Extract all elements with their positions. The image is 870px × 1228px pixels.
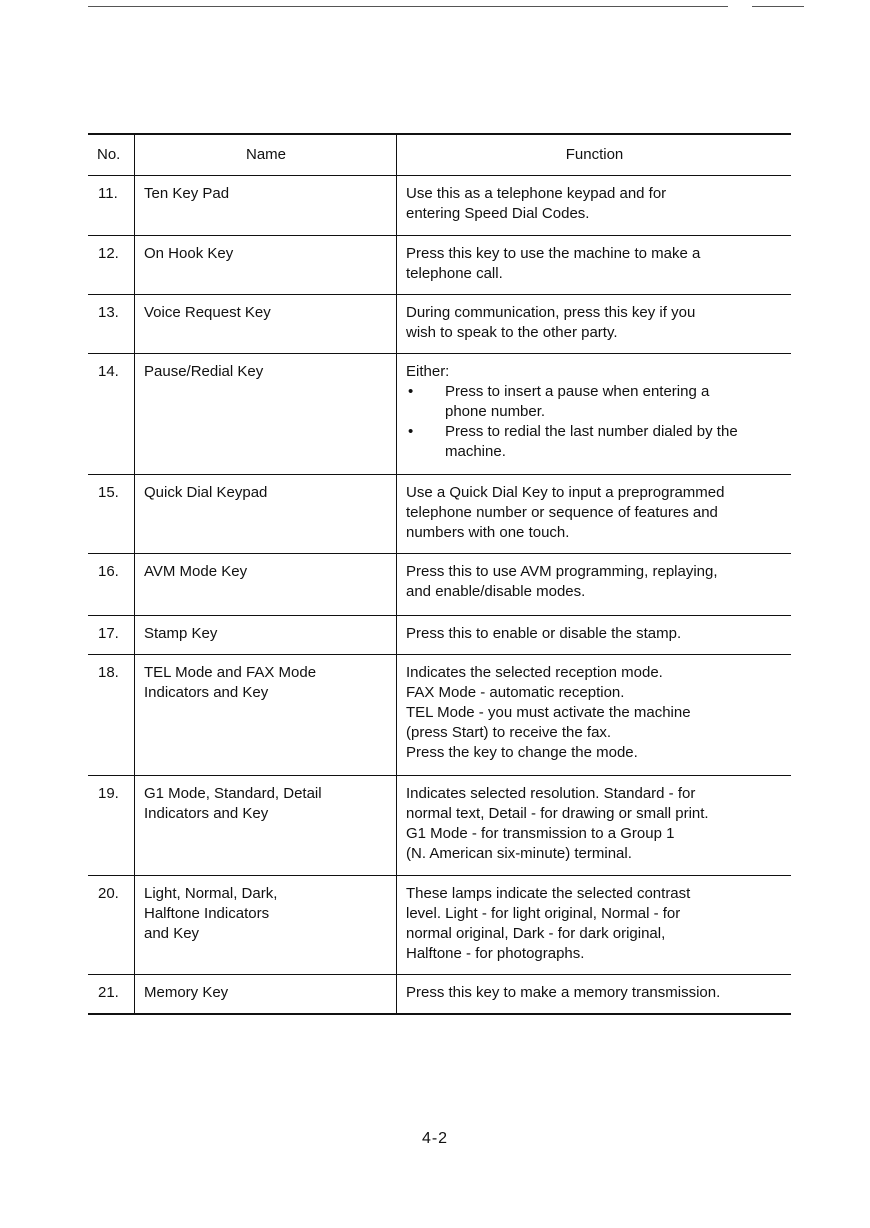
function-line: telephone number or sequence of features and <box>406 504 718 521</box>
function-line: Use a Quick Dial Key to input a preprogrammed <box>406 484 725 501</box>
row-number: 11. <box>88 176 135 235</box>
name-line: Quick Dial Keypad <box>144 484 268 501</box>
bullet-icon: • <box>408 423 414 440</box>
function-line: wish to speak to the other party. <box>406 324 618 341</box>
row-function <box>397 975 791 1013</box>
function-line: Use this as a telephone keypad and for <box>406 185 667 202</box>
row-number: 17. <box>88 616 135 654</box>
row-function <box>397 776 791 875</box>
table-row <box>88 615 791 654</box>
function-line: normal original, Dark - for dark original, <box>406 925 666 942</box>
top-rule <box>88 6 728 7</box>
table-row <box>88 235 791 294</box>
row-number: 21. <box>88 975 135 1013</box>
table-row <box>88 875 791 974</box>
table-row <box>88 974 791 1013</box>
bullet-text <box>445 422 738 462</box>
bullet-text <box>445 382 709 422</box>
bullet-line: Press to redial the last number dialed by the <box>445 423 738 440</box>
page-number: 4-2 <box>421 1130 449 1147</box>
bullet-line: phone number. <box>445 403 546 420</box>
row-function <box>397 354 791 474</box>
row-number: 14. <box>88 354 135 474</box>
row-function <box>397 176 791 235</box>
function-line: TEL Mode - you must activate the machine <box>406 704 691 721</box>
row-number: 18. <box>88 655 135 775</box>
function-line: normal text, Detail - for drawing or small print. <box>406 805 709 822</box>
key-function-table <box>88 133 791 1015</box>
table-row <box>88 176 791 235</box>
function-line: Press this key to make a memory transmission. <box>406 984 721 1001</box>
table-row <box>88 654 791 775</box>
row-function <box>397 554 791 615</box>
row-name <box>135 475 397 553</box>
row-name <box>135 655 397 775</box>
row-function <box>397 876 791 974</box>
row-number: 15. <box>88 475 135 553</box>
row-function <box>397 295 791 353</box>
name-line: Memory Key <box>144 984 229 1001</box>
function-line: entering Speed Dial Codes. <box>406 205 590 222</box>
row-name <box>135 616 397 654</box>
name-line: Indicators and Key <box>144 684 269 701</box>
row-number: 19. <box>88 776 135 875</box>
row-function <box>397 616 791 654</box>
function-line: Press this to use AVM programming, replaying, <box>406 563 718 580</box>
row-name <box>135 776 397 875</box>
bullet-line: Press to insert a pause when entering a <box>445 383 710 400</box>
function-line: During communication, press this key if you <box>406 304 696 321</box>
bullet-item <box>406 422 783 462</box>
bullet-icon: • <box>408 383 414 400</box>
row-function <box>397 475 791 553</box>
name-line: TEL Mode and FAX Mode <box>144 664 317 681</box>
row-number: 16. <box>88 554 135 615</box>
row-number: 12. <box>88 236 135 294</box>
function-line: Press this to enable or disable the stamp. <box>406 625 682 642</box>
row-name <box>135 236 397 294</box>
row-number: 20. <box>88 876 135 974</box>
function-line: telephone call. <box>406 265 503 282</box>
table-header-row <box>88 135 791 176</box>
name-line: Halftone Indicators <box>144 905 270 922</box>
function-line: level. Light - for light original, Normal - for <box>406 905 681 922</box>
row-name <box>135 295 397 353</box>
row-name <box>135 975 397 1013</box>
function-line: Either: <box>406 363 450 380</box>
function-line: (press Start) to receive the fax. <box>406 724 612 741</box>
table-row <box>88 294 791 353</box>
row-name <box>135 354 397 474</box>
table-row <box>88 353 791 474</box>
function-line: These lamps indicate the selected contrast <box>406 885 691 902</box>
row-name <box>135 176 397 235</box>
table-body <box>88 176 791 1013</box>
function-line: FAX Mode - automatic reception. <box>406 684 625 701</box>
row-function <box>397 236 791 294</box>
function-line: G1 Mode - for transmission to a Group 1 <box>406 825 675 842</box>
top-rule-segment <box>752 6 804 7</box>
name-line: Light, Normal, Dark, <box>144 885 278 902</box>
function-line: Indicates selected resolution. Standard - for <box>406 785 696 802</box>
function-line: (N. American six-minute) terminal. <box>406 845 632 862</box>
name-line: Indicators and Key <box>144 805 269 822</box>
row-name <box>135 876 397 974</box>
bullet-line: machine. <box>445 443 506 460</box>
name-line: Ten Key Pad <box>144 185 230 202</box>
row-name <box>135 554 397 615</box>
name-line: On Hook Key <box>144 245 234 262</box>
function-line: numbers with one touch. <box>406 524 570 541</box>
bullet-item <box>406 382 783 422</box>
name-line: Stamp Key <box>144 625 218 642</box>
function-line: Press the key to change the mode. <box>406 744 638 761</box>
function-line: Halftone - for photographs. <box>406 945 585 962</box>
name-line: and Key <box>144 925 200 942</box>
function-line: Press this key to use the machine to make a <box>406 245 701 262</box>
table-row <box>88 474 791 553</box>
header-no: No. <box>88 135 135 175</box>
name-line: Pause/Redial Key <box>144 363 264 380</box>
name-line: AVM Mode Key <box>144 563 248 580</box>
header-function: Function <box>565 146 624 163</box>
header-name: Name <box>135 135 397 175</box>
function-line: and enable/disable modes. <box>406 583 586 600</box>
row-number: 13. <box>88 295 135 353</box>
name-line: Voice Request Key <box>144 304 271 321</box>
row-function <box>397 655 791 775</box>
function-line: Indicates the selected reception mode. <box>406 664 663 681</box>
table-row <box>88 553 791 615</box>
name-line: G1 Mode, Standard, Detail <box>144 785 322 802</box>
table-row <box>88 775 791 875</box>
